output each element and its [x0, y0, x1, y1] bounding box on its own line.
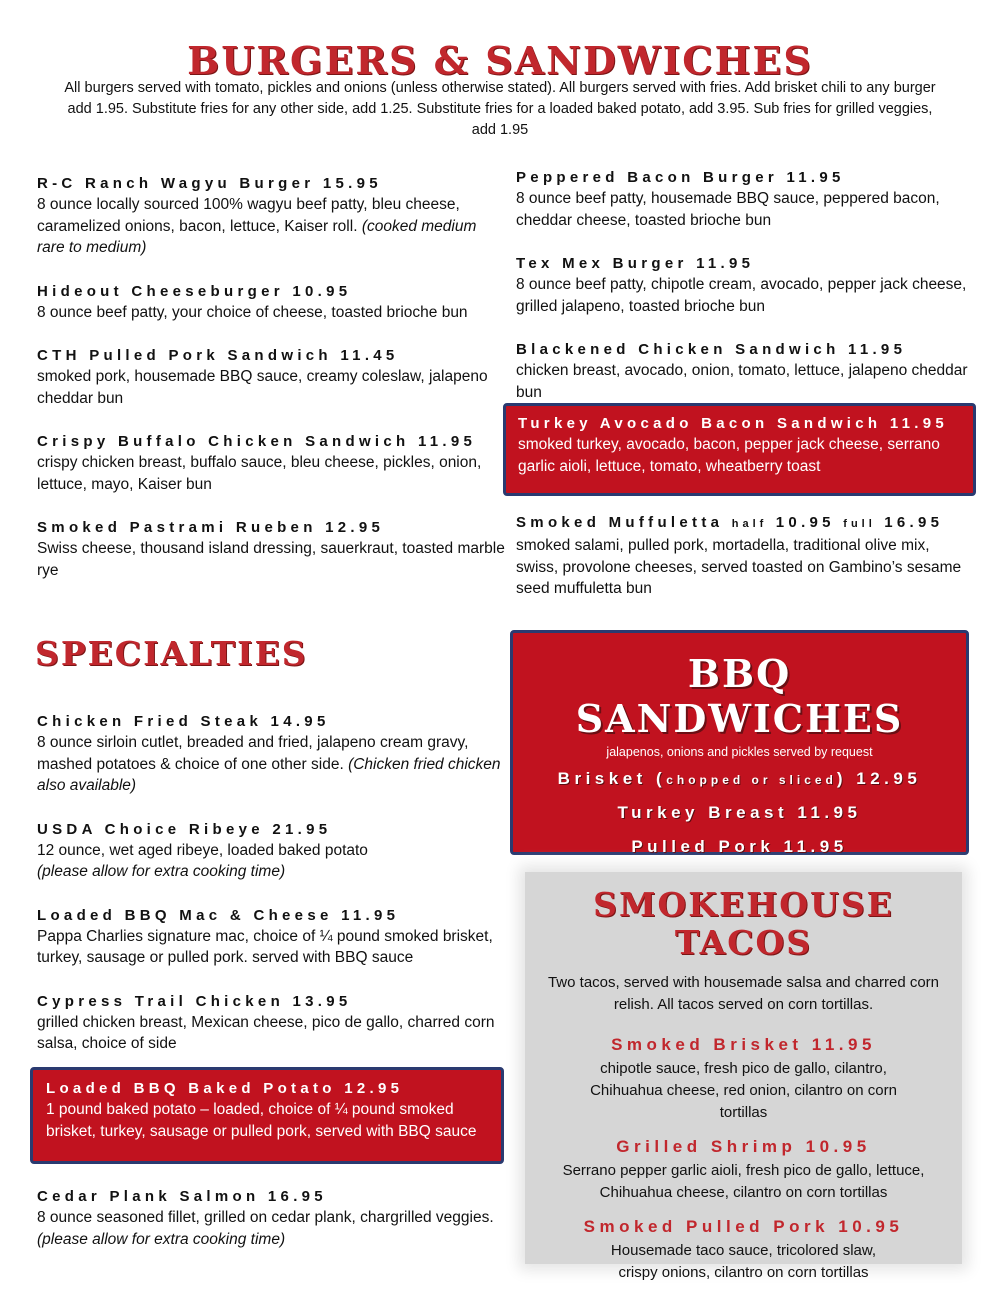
- half-label: half: [731, 518, 768, 530]
- item-name: Tex Mex Burger 11.95: [516, 255, 755, 272]
- taco-item: [525, 1034, 962, 1124]
- bbq-item: Turkey Breast 11.95: [617, 803, 862, 822]
- specialties-column: [37, 711, 522, 1077]
- item-note: (please allow for extra cooking time): [37, 1230, 286, 1248]
- menu-item: [37, 1186, 522, 1250]
- taco-item: [525, 1136, 962, 1204]
- half-price: 10.95: [775, 514, 835, 531]
- taco-desc: Housemade taco sauce, tricolored slaw, crispy onions, cilantro on corn tortillas: [610, 1242, 877, 1281]
- full-price: 16.95: [884, 514, 944, 531]
- menu-item: [37, 345, 507, 409]
- menu-item: [516, 339, 968, 403]
- item-name: Crispy Buffalo Chicken Sandwich 11.95: [37, 433, 477, 450]
- item-desc: 8 ounce seasoned fillet, grilled on cedar plank, chargrilled veggies.: [37, 1209, 494, 1226]
- menu-item: [37, 517, 507, 581]
- menu-item: [37, 711, 522, 797]
- menu-item: [46, 1078, 491, 1142]
- featured-turkey-box: [503, 403, 976, 496]
- item-desc: 1 pound baked potato – loaded, choice of ¼ pound smoked brisket, turkey, sausage or pulled pork, served with BBQ sauce: [46, 1101, 477, 1140]
- item-name: Cypress Trail Chicken 13.95: [37, 992, 352, 1010]
- tacos-title: [525, 886, 962, 962]
- item-note: (please allow for extra cooking time): [37, 863, 286, 880]
- item-desc-text: 8 ounce sirloin cutlet, breaded and fried, jalapeno cream gravy, mashed potatoes & choice of one other side.: [37, 734, 469, 773]
- menu-item: [516, 167, 968, 231]
- item-name: Chicken Fried Steak 14.95: [37, 713, 330, 730]
- specialties-title: SPECIALTIES: [35, 634, 308, 673]
- item-desc: smoked turkey, avocado, bacon, pepper jack cheese, serrano garlic aioli, lettuce, tomato, wheatberry toast: [518, 436, 940, 475]
- menu-item: [37, 281, 507, 324]
- item-desc: 8 ounce beef patty, chipotle cream, avocado, pepper jack cheese, grilled jalapeno, toasted brioche bun: [516, 276, 967, 315]
- tacos-title-line1: SMOKEHOUSE: [593, 885, 894, 924]
- item-desc: [37, 732, 522, 797]
- item-desc: 8 ounce beef patty, housemade BBQ sauce, peppered bacon, cheddar cheese, toasted brioche bun: [516, 190, 940, 229]
- menu-item: [516, 253, 968, 317]
- item-desc: Pappa Charlies signature mac, choice of ¼ pound smoked brisket, turkey, sausage or pulled pork. served with BBQ sauce: [37, 927, 493, 966]
- item-desc: chicken breast, avocado, onion, tomato, lettuce, jalapeno cheddar bun: [516, 362, 968, 401]
- bbq-title: BBQ SANDWICHES: [575, 651, 904, 741]
- item-desc: 8 ounce beef patty, your choice of cheese, toasted brioche bun: [37, 303, 468, 321]
- item-desc-text: 8 ounce locally sourced 100% wagyu beef patty, bleu cheese, caramelized onions, bacon, lettuce, Kaiser roll.: [37, 196, 460, 235]
- item-desc: [37, 194, 507, 259]
- tacos-intro: Two tacos, served with housemade salsa and charred corn relish. All tacos served on corn tortillas.: [547, 974, 940, 1013]
- burgers-left-column: [37, 173, 507, 603]
- item-name: Smoked Pastrami Rueben 12.95: [37, 519, 385, 536]
- item-desc: 12 ounce, wet aged ribeye, loaded baked potato: [37, 841, 368, 859]
- menu-item: [516, 512, 968, 600]
- bbq-subtitle: jalapenos, onions and pickles served by request: [606, 745, 873, 759]
- menu-item: [37, 905, 522, 969]
- item-name: Loaded BBQ Mac & Cheese 11.95: [37, 906, 400, 924]
- item-desc: Swiss cheese, thousand island dressing, sauerkraut, toasted marble rye: [37, 540, 505, 579]
- menu-item: [37, 173, 507, 259]
- bbq-item-option: chopped or sliced: [666, 773, 837, 787]
- bbq-item-name: Brisket (: [557, 769, 667, 788]
- menu-item: [37, 431, 507, 495]
- taco-desc: Serrano pepper garlic aioli, fresh pico de gallo, lettuce, Chihuahua cheese, cilantro on corn tortillas: [562, 1162, 925, 1201]
- bbq-sandwiches-box: [510, 630, 969, 855]
- full-label: full: [843, 518, 876, 530]
- smokehouse-tacos-box: [525, 872, 962, 1281]
- item-desc: grilled chicken breast, Mexican cheese, pico de gallo, charred corn salsa, choice of side: [37, 1013, 495, 1052]
- burgers-intro: All burgers served with tomato, pickles and onions (unless otherwise stated). All burgers served with fries. Add brisket chili to any burger add 1.95. Substitute fries for any other side, add 1.25. Substitute fries for a loaded baked potato, add 3.95. Sub fries for grilled veggies, add 1.95: [64, 80, 936, 138]
- menu-item: [518, 413, 963, 477]
- muffuletta-item: [516, 512, 968, 622]
- bbq-item-price: ) 12.95: [836, 769, 922, 788]
- burgers-right-column: [516, 167, 968, 425]
- menu-item: [37, 819, 522, 883]
- item-note: (cooked medium rare to medium): [37, 217, 477, 256]
- tacos-title-line2: TACOS: [674, 923, 813, 962]
- item-name: [516, 512, 968, 535]
- burgers-title: BURGERS & SANDWICHES: [187, 38, 813, 83]
- item-note: (Chicken fried chicken also available): [37, 755, 501, 794]
- taco-item: [525, 1216, 962, 1284]
- item-name: R-C Ranch Wagyu Burger 15.95: [37, 175, 382, 192]
- salmon-item: [37, 1186, 522, 1272]
- item-name: Blackened Chicken Sandwich 11.95: [516, 341, 907, 358]
- item-name: Turkey Avocado Bacon Sandwich 11.95: [518, 415, 949, 432]
- taco-name: Grilled Shrimp 10.95: [616, 1137, 871, 1156]
- item-name: Hideout Cheeseburger 10.95: [37, 282, 352, 300]
- menu-item: [37, 991, 522, 1055]
- item-name: USDA Choice Ribeye 21.95: [37, 820, 332, 838]
- bbq-item-brisket: [521, 769, 958, 789]
- item-desc: smoked pork, housemade BBQ sauce, creamy coleslaw, jalapeno cheddar bun: [37, 368, 488, 407]
- item-name: CTH Pulled Pork Sandwich 11.45: [37, 347, 399, 364]
- taco-name: Smoked Brisket 11.95: [611, 1035, 876, 1054]
- taco-desc: chipotle sauce, fresh pico de gallo, cilantro, Chihuahua cheese, red onion, cilantro on corn tortillas: [590, 1060, 897, 1121]
- item-desc: crispy chicken breast, buffalo sauce, bleu cheese, pickles, onion, lettuce, mayo, Kaiser bun: [37, 454, 482, 493]
- item-desc: smoked salami, pulled pork, mortadella, traditional olive mix, swiss, provolone cheeses, served toasted on Gambino’s sesame seed muffuletta bun: [516, 537, 962, 597]
- featured-potato-box: [30, 1067, 504, 1164]
- item-name: Peppered Bacon Burger 11.95: [516, 169, 845, 186]
- taco-name: Smoked Pulled Pork 10.95: [583, 1217, 904, 1236]
- bbq-item: Pulled Pork 11.95: [631, 837, 848, 856]
- item-name-text: Smoked Muffuletta: [516, 514, 724, 531]
- item-name: Cedar Plank Salmon 16.95: [37, 1188, 327, 1205]
- item-name: Loaded BBQ Baked Potato 12.95: [46, 1080, 404, 1097]
